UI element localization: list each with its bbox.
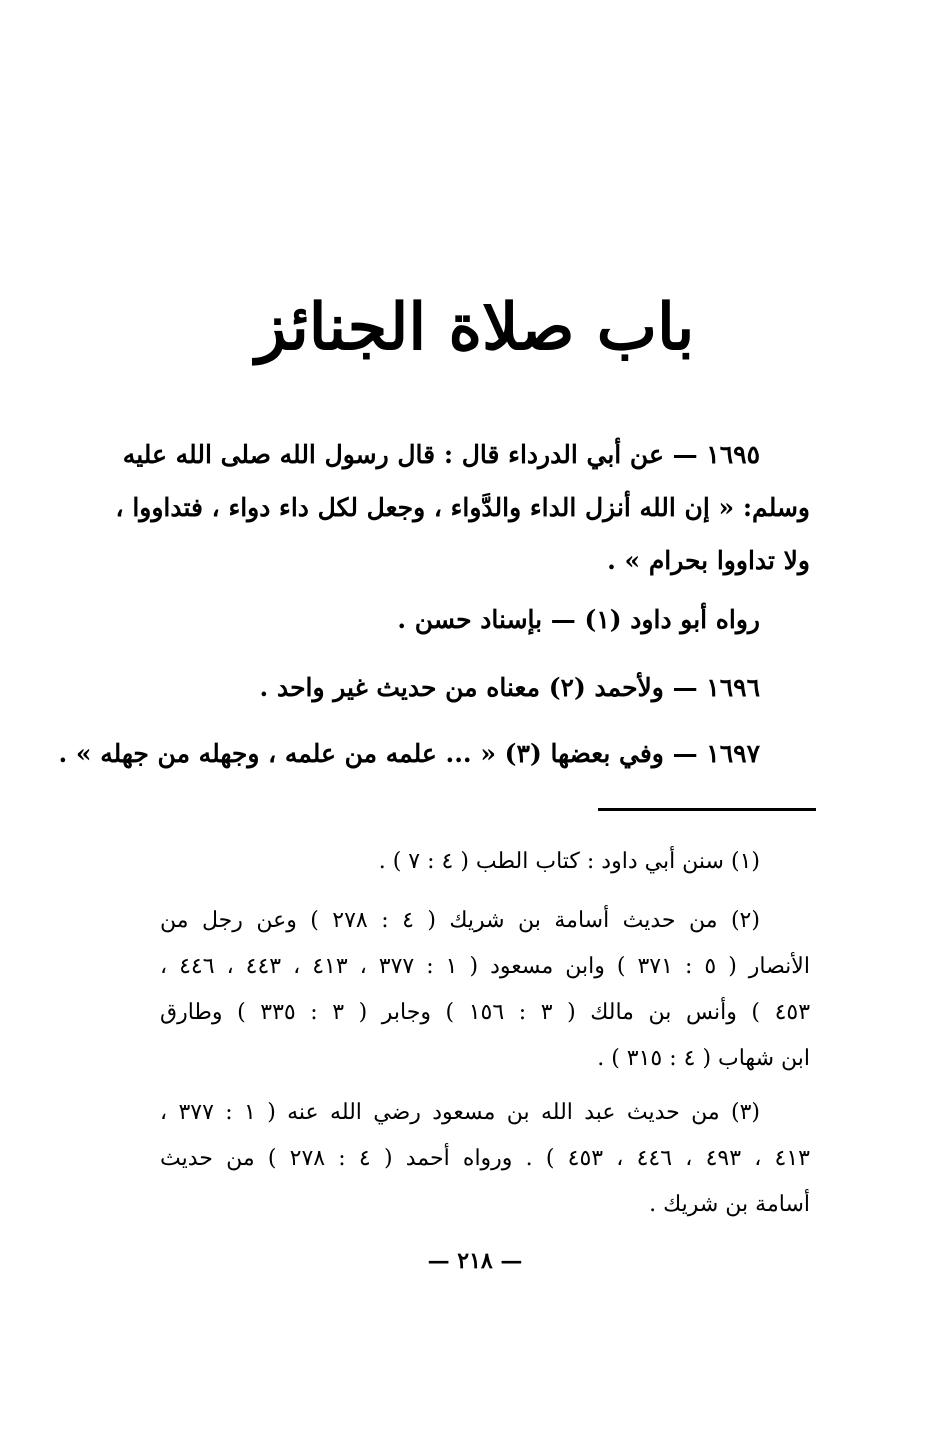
footnote-3-line-2: ٤١٣ ، ٤٩٣ ، ٤٤٦ ، ٤٥٣ ) . ورواه أحمد ( ٤ : ٢٧٨ ) من حديث (160, 1146, 810, 1171)
hadith-1696: ١٦٩٦ — ولأحمد (٢) معناه من حديث غير واحد . (259, 673, 760, 702)
footnote-3-line-1: (٣) من حديث عبد الله بن مسعود رضي الله عنه ( ١ : ٣٧٧ ، (160, 1100, 760, 1125)
footnote-2-line-3: ٤٥٣ ) وأنس بن مالك ( ٣ : ١٥٦ ) وجابر ( ٣ : ٣٣٥ ) وطارق (160, 1000, 811, 1025)
hadith-1695-line-2: وسلم: « إن الله أنزل الداء والدَّواء ، وجعل لكل داء دواء ، فتداووا ، (115, 493, 810, 522)
footnote-2-line-1: (٢) من حديث أسامة بن شريك ( ٤ : ٢٧٨ ) وعن رجل من (160, 908, 760, 933)
hadith-1695-line-1: ١٦٩٥ — عن أبي الدرداء قال : قال رسول الله صلى الله عليه (122, 440, 760, 469)
hadith-1697: ١٦٩٧ — وفي بعضها (٣) « ... علمه من علمه ، وجهله من جهله » . (58, 739, 760, 768)
footnote-2-line-2: الأنصار ( ٥ : ٣٧١ ) وابن مسعود ( ١ : ٣٧٧ ، ٤١٣ ، ٤٤٣ ، ٤٤٦ ، (160, 954, 810, 979)
footnote-separator (598, 808, 816, 811)
narration-note: رواه أبو داود (١) — بإسناد حسن . (397, 605, 760, 634)
footnote-2-line-4: ابن شهاب ( ٤ : ٣١٥ ) . (597, 1046, 810, 1071)
footnote-2 (160, 898, 810, 1082)
hadith-1695 (115, 428, 810, 587)
chapter-title: باب صلاة الجنائز (255, 290, 695, 365)
footnote-1: (١) سنن أبي داود : كتاب الطب ( ٤ : ٧ ) . (378, 849, 760, 874)
footnote-3 (160, 1090, 810, 1228)
page-number: — ٢١٨ — (427, 1248, 523, 1274)
footnote-3-line-3: أسامة بن شريك . (649, 1192, 810, 1217)
hadith-1695-line-3: ولا تداووا بحرام » . (607, 546, 810, 575)
